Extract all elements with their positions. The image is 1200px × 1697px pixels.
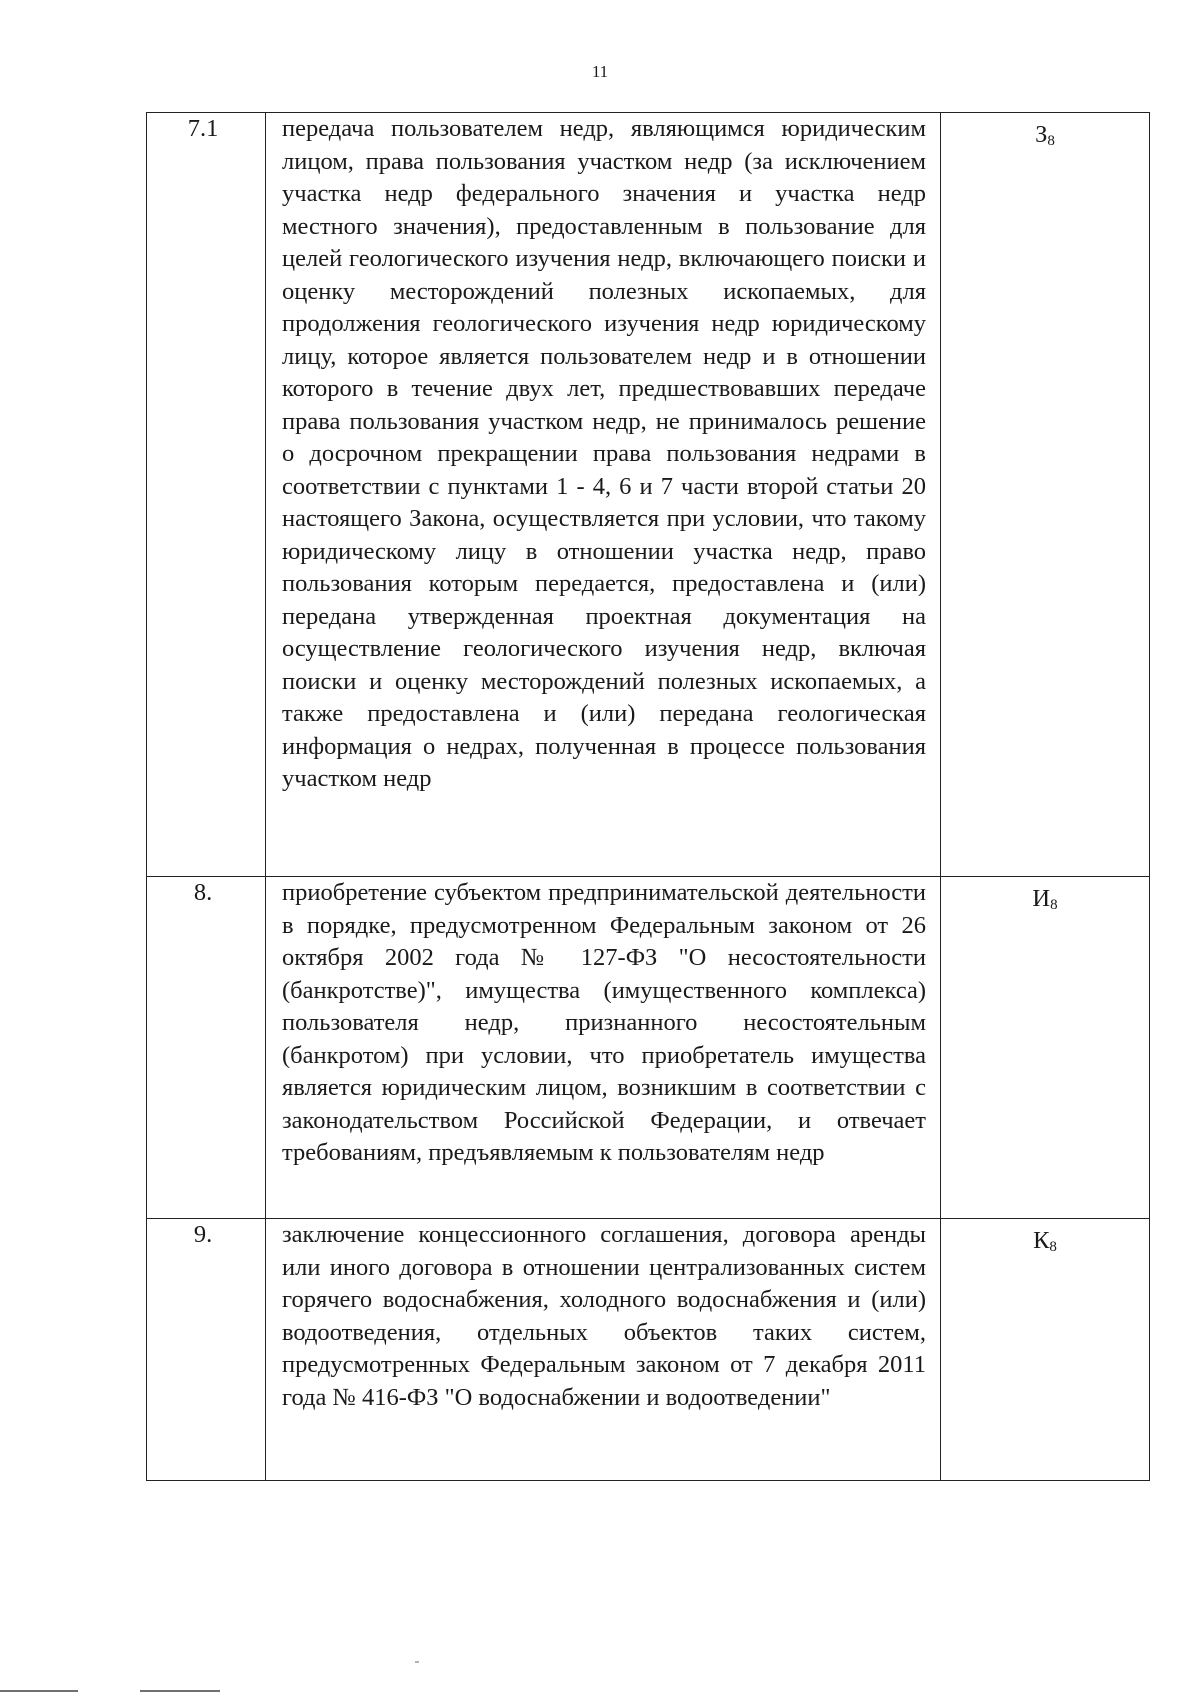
code-subscript: 8 <box>1050 897 1058 913</box>
row-description: передача пользователем недр, являющимся юридическим лицом, права пользования участком недр (за исключением участка недр федерального значения и участка недр местного значения), предоставленным в пользование для целей геологического изучения недр, включающего поиски и оценку месторождений полезных ископаемых, для продолжения геологического изучения недр юридическому лицу, которое является пользователем недр и в отношении которого в течение двух лет, предшествовавших передаче права пользования участком недр, не принималось решение о досрочном прекращении права пользования недрами в соответствии с пунктами 1 - 4, 6 и 7 части второй статьи 20 настоящего Закона, осуществляется при условии, что такому юридическому лицу в отношении участка недр, право пользования которым передается, предоставлена и (или) передана утвержденная проектная документация на осуществление геологического изучения недр, включая поиски и оценку месторождений полезных ископаемых, а также предоставлена и (или) передана геологическая информация о недрах, полученная в процессе пользования участком недр <box>266 113 941 877</box>
row-number: 8. <box>147 877 266 1219</box>
document-table <box>146 112 1150 1481</box>
table-row <box>147 877 1150 1219</box>
row-description: заключение концессионного соглашения, договора аренды или иного договора в отношении централизованных систем горячего водоснабжения, холодного водоснабжения и (или) водоотведения, отдельных объектов таких систем, предусмотренных Федеральным законом от 7 декабря 2011 года № 416-ФЗ "О водоснабжении и водоотведении" <box>266 1219 941 1481</box>
row-number: 9. <box>147 1219 266 1481</box>
page-number: 11 <box>591 62 609 81</box>
scan-artifact <box>140 1690 220 1692</box>
row-code <box>941 1219 1150 1481</box>
row-code <box>941 877 1150 1219</box>
row-description: приобретение субъектом предпринимательской деятельности в порядке, предусмотренном Федеральным законом от 26 октября 2002 года № 127-ФЗ "О несостоятельности (банкротстве)", имущества (имущественного комплекса) пользователя недр, признанного несостоятельным (банкротом) при условии, что приобретатель имущества является юридическим лицом, возникшим в соответствии с законодательством Российской Федерации, и отвечает требованиям, предъявляемым к пользователям недр <box>266 877 941 1219</box>
scan-artifact <box>415 1661 419 1663</box>
table-row <box>147 1219 1150 1481</box>
table-row <box>147 113 1150 877</box>
code-subscript: 8 <box>1049 1239 1057 1255</box>
row-code <box>941 113 1150 877</box>
code-subscript: 8 <box>1047 133 1055 149</box>
code-letter: З <box>1035 121 1048 148</box>
code-letter: К <box>1033 1227 1050 1254</box>
scan-artifact <box>0 1690 78 1692</box>
code-letter: И <box>1032 885 1051 912</box>
row-number: 7.1 <box>147 113 266 877</box>
